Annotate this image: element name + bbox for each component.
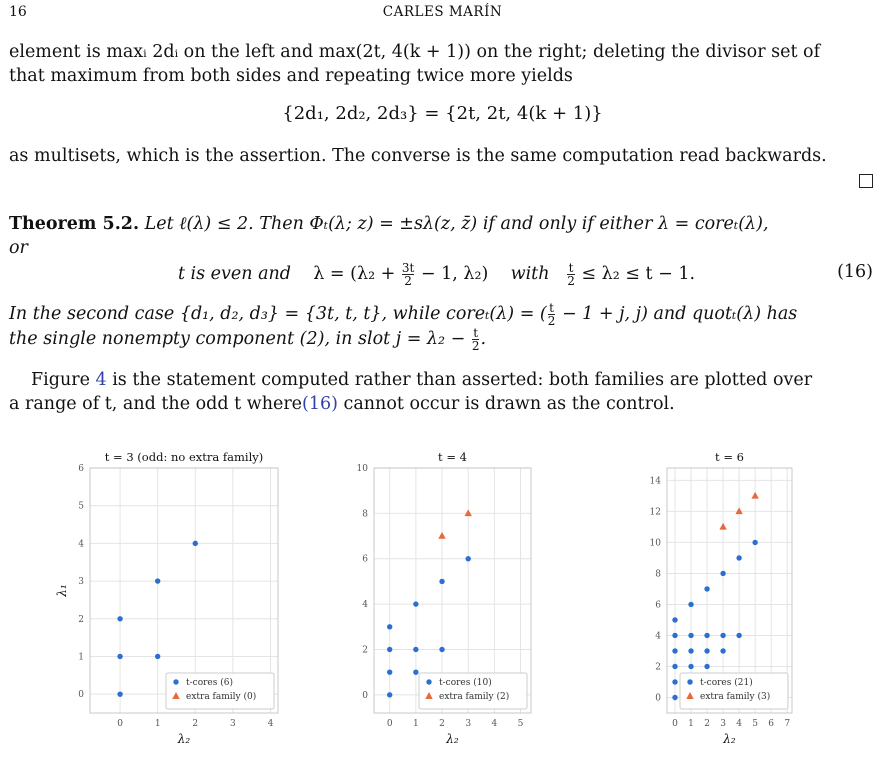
y-tick-label: 12 <box>649 507 661 518</box>
core-point <box>688 633 693 638</box>
theorem-block <box>9 212 876 260</box>
theorem-or: or <box>9 238 28 258</box>
paragraph-1-line-2: that maximum from both sides and repeating twice more yields <box>9 66 573 86</box>
eq-frac-3t-2 <box>402 262 414 287</box>
theorem-statement: Let ℓ(λ) ≤ 2. Then Φₜ(λ; z) = ±sλ(z, z̄) if and only if either λ = coreₜ(λ), <box>144 214 769 234</box>
core-point <box>704 648 709 653</box>
legend-entry: t-cores (10) <box>439 678 492 688</box>
frac-den: 2 <box>567 274 575 288</box>
x-tick-label: 0 <box>386 719 393 729</box>
core-point <box>704 633 709 638</box>
core-point <box>193 541 198 546</box>
core-point <box>413 669 418 674</box>
x-tick-label: 3 <box>720 719 726 729</box>
core-point <box>704 586 709 591</box>
second-case-frac-1 <box>548 302 556 327</box>
core-point <box>736 555 741 560</box>
y-tick-label: 2 <box>78 614 84 625</box>
y-tick-label: 5 <box>78 501 84 512</box>
y-tick-label: 8 <box>655 569 661 580</box>
y-tick-label: 6 <box>362 554 368 565</box>
eq-condition: t is even and <box>177 264 292 284</box>
x-axis-label: λ₂ <box>177 732 191 746</box>
y-axis-label: λ₁ <box>55 584 69 597</box>
core-point <box>387 647 392 652</box>
paragraph-3-text: a range of t, and the odd t where <box>9 394 303 414</box>
y-tick-label: 10 <box>649 538 661 549</box>
legend-entry: t-cores (21) <box>700 678 753 688</box>
paragraph-2: as multisets, which is the assertion. The converse is the same computation read backwards. <box>9 146 827 166</box>
extra-point <box>719 523 726 530</box>
eq-range: ≤ λ₂ ≤ t − 1. <box>575 264 696 284</box>
paragraph-1 <box>9 40 876 88</box>
paragraph-3-text: Figure <box>31 370 96 390</box>
y-tick-label: 4 <box>362 600 368 611</box>
core-point <box>736 633 741 638</box>
y-tick-label: 4 <box>655 631 661 642</box>
y-tick-label: 2 <box>655 662 661 673</box>
legend-entry: extra family (3) <box>700 692 771 702</box>
legend-entry: t-cores (6) <box>186 678 233 688</box>
core-point <box>439 647 444 652</box>
frac-den: 2 <box>402 274 414 287</box>
extra-point <box>465 509 472 516</box>
figure-4 <box>0 445 885 758</box>
x-tick-label: 1 <box>154 719 161 729</box>
legend-core-marker <box>687 679 692 684</box>
core-point <box>466 556 471 561</box>
x-tick-label: 2 <box>704 719 710 729</box>
core-point <box>387 669 392 674</box>
legend-core-marker <box>173 679 178 684</box>
x-tick-label: 3 <box>230 719 236 729</box>
page-header <box>9 4 876 24</box>
legend-core-marker <box>426 679 431 684</box>
y-tick-label: 0 <box>362 690 368 701</box>
y-tick-label: 6 <box>78 464 84 474</box>
y-tick-label: 14 <box>649 476 661 487</box>
frac-num: t <box>568 261 574 275</box>
core-point <box>413 601 418 606</box>
paragraph-3 <box>9 368 876 416</box>
x-tick-label: 5 <box>752 719 759 729</box>
x-tick-label: 4 <box>736 719 742 729</box>
extra-point <box>438 532 445 539</box>
core-point <box>704 664 709 669</box>
core-point <box>672 664 677 669</box>
core-point <box>155 578 160 583</box>
x-tick-label: 5 <box>517 719 524 729</box>
eq-with: with <box>510 264 550 284</box>
frac-num: 3t <box>401 261 415 275</box>
paragraph-1-line-1: element is maxᵢ 2dᵢ on the left and max(2t, 4(k + 1)) on the right; deleting the divisor set of <box>9 42 821 62</box>
core-point <box>672 679 677 684</box>
second-case-line-1b: − 1 + j, j) and quotₜ(λ) has <box>556 304 798 324</box>
x-tick-label: 7 <box>784 719 791 729</box>
x-tick-label: 4 <box>491 719 498 729</box>
second-case-frac-2 <box>472 327 480 352</box>
core-point <box>720 633 725 638</box>
x-tick-label: 3 <box>465 719 472 729</box>
y-tick-label: 0 <box>78 690 84 701</box>
eq-lambda-post: − 1, λ₂) <box>415 264 489 284</box>
display-equation: {2d₁, 2d₂, 2d₃} = {2t, 2t, 4(k + 1)} <box>282 103 603 124</box>
second-case-line-1a: In the second case {d₁, d₂, d₃} = {3t, t, t}, while coreₜ(λ) = ( <box>9 304 547 324</box>
y-tick-label: 3 <box>78 577 84 588</box>
y-tick-label: 6 <box>655 600 661 611</box>
legend-entry: extra family (0) <box>186 692 257 702</box>
core-point <box>155 654 160 659</box>
equation-16-link[interactable]: (16) <box>302 394 338 414</box>
legend-entry: extra family (2) <box>439 692 510 702</box>
figure-4-link[interactable]: 4 <box>95 370 107 390</box>
eq-lambda-pre: λ = (λ₂ + <box>313 264 401 284</box>
second-case-line-2b: . <box>480 329 487 349</box>
core-point <box>688 648 693 653</box>
eq-frac-t-2 <box>567 262 575 287</box>
y-tick-label: 8 <box>362 509 368 520</box>
core-point <box>672 617 677 622</box>
core-point <box>672 633 677 638</box>
second-case-line-2a: the single nonempty component (2), in slot j = λ₂ − <box>9 329 471 349</box>
core-point <box>117 654 122 659</box>
paragraph-3-text: is the statement computed rather than asserted: both families are plotted over <box>106 370 813 390</box>
y-tick-label: 0 <box>655 693 661 704</box>
core-point <box>688 664 693 669</box>
chart-title: t = 3 (odd: no extra family) <box>104 450 264 464</box>
x-tick-label: 4 <box>267 719 274 729</box>
frac-den: 2 <box>547 314 556 328</box>
x-axis-label: λ₂ <box>723 732 736 746</box>
figure-4-plots <box>0 445 885 758</box>
core-point <box>720 648 725 653</box>
core-point <box>752 540 757 545</box>
frac-num: t <box>473 326 479 340</box>
core-point <box>387 624 392 629</box>
core-point <box>720 571 725 576</box>
chart-title: t = 4 <box>438 450 467 464</box>
x-tick-label: 0 <box>117 719 123 729</box>
frac-den: 2 <box>471 339 480 353</box>
y-tick-label: 4 <box>78 539 84 550</box>
theorem-label: Theorem 5.2. <box>9 214 140 234</box>
y-tick-label: 10 <box>356 464 368 474</box>
frac-num: t <box>549 301 554 315</box>
x-tick-label: 6 <box>768 719 775 729</box>
core-point <box>413 647 418 652</box>
extra-point <box>735 507 742 514</box>
core-point <box>688 602 693 607</box>
qed-box <box>859 174 873 188</box>
core-point <box>117 691 122 696</box>
x-axis-label: λ₂ <box>446 732 459 746</box>
core-point <box>439 579 444 584</box>
core-point <box>117 616 122 621</box>
page-number: 16 <box>9 4 27 20</box>
x-tick-label: 2 <box>439 719 445 729</box>
equation-tag: (16) <box>837 262 873 282</box>
x-tick-label: 1 <box>688 719 694 729</box>
core-point <box>387 692 392 697</box>
x-tick-label: 1 <box>412 719 419 729</box>
theorem-second-case <box>9 302 876 352</box>
x-tick-label: 0 <box>672 719 678 729</box>
paragraph-3-text: cannot occur is drawn as the control. <box>337 394 675 414</box>
core-point <box>672 648 677 653</box>
y-tick-label: 1 <box>78 652 84 663</box>
extra-point <box>751 492 758 499</box>
running-author: CARLES MARÍN <box>382 4 503 20</box>
core-point <box>672 695 677 700</box>
y-tick-label: 2 <box>362 645 368 656</box>
x-tick-label: 2 <box>192 719 199 729</box>
chart-title: t = 6 <box>715 450 744 464</box>
